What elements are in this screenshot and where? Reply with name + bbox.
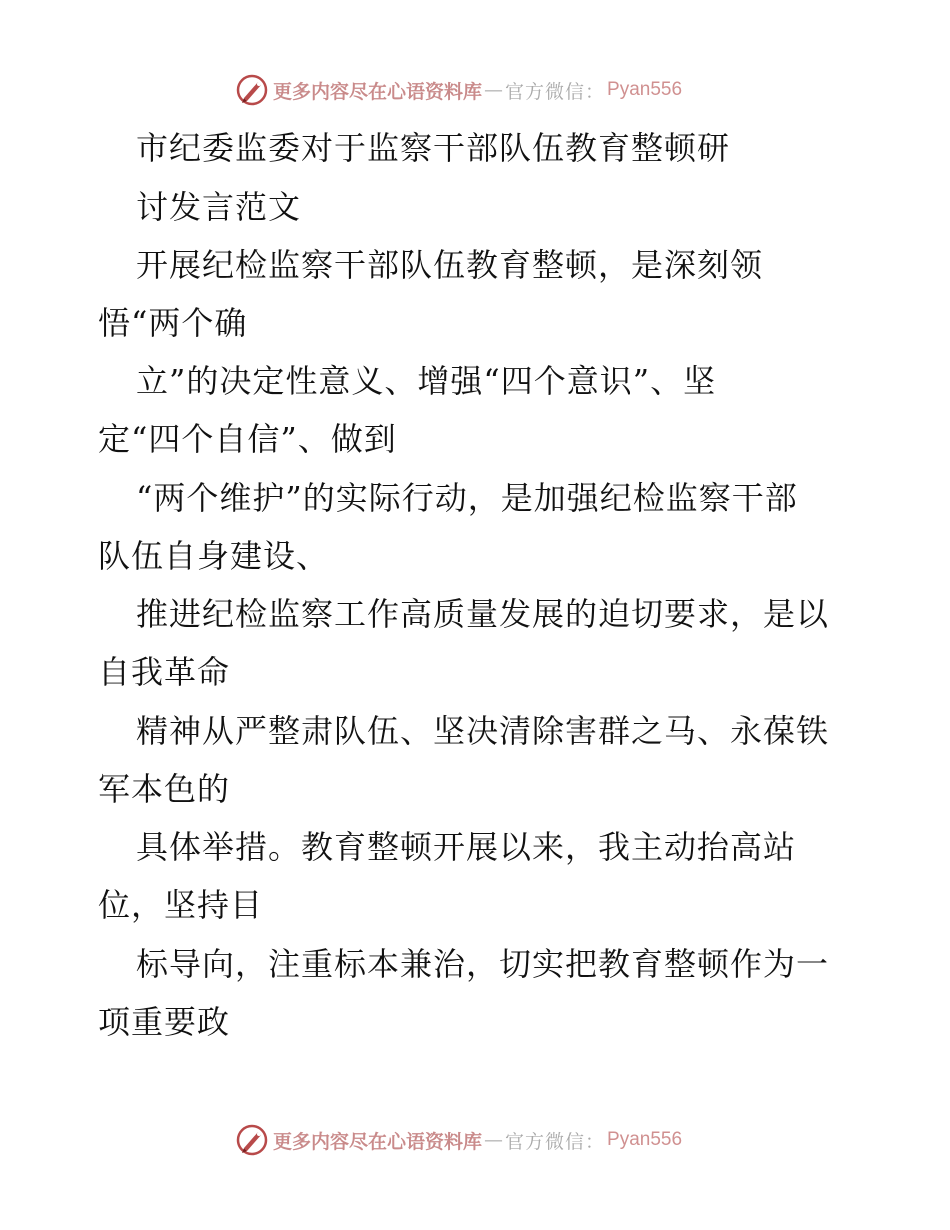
watermark-brand-text: 更多内容尽在心语资料库 xyxy=(273,1130,483,1153)
doc-text-line: 悟“两个确 xyxy=(98,304,248,342)
watermark-handle: Pyan556 xyxy=(607,1129,683,1150)
doc-text-line: 立”的决定性意义、增强“四个意识”、坚 xyxy=(136,362,717,400)
pen-logo-icon xyxy=(235,1123,269,1157)
watermark-handle: Pyan556 xyxy=(607,79,683,100)
doc-text-line: 开展纪检监察干部队伍教育整顿，是深刻领 xyxy=(136,246,764,284)
watermark-official-label: 官方微信： xyxy=(505,1130,606,1153)
pen-logo-icon xyxy=(235,73,269,107)
doc-text-line: 推进纪检监察工作高质量发展的迫切要求，是以 xyxy=(136,595,830,633)
doc-text-line: 军本色的 xyxy=(98,770,231,808)
doc-text-line: 标导向，注重标本兼治，切实把教育整顿作为一 xyxy=(136,945,830,983)
doc-title-line-2: 讨发言范文 xyxy=(136,188,302,226)
doc-text-line: “两个维护”的实际行动，是加强纪检监察干部 xyxy=(136,479,798,517)
doc-title-line-1: 市纪委监委对于监察干部队伍教育整顿研 xyxy=(136,129,731,167)
watermark-official-label: 官方微信： xyxy=(505,80,606,103)
watermark-brand-text: 更多内容尽在心语资料库 xyxy=(273,80,483,103)
doc-text-line: 定“四个自信”、做到 xyxy=(98,420,397,458)
doc-text-line: 自我革命 xyxy=(98,653,231,691)
doc-text-line: 队伍自身建设、 xyxy=(98,537,330,575)
doc-text-line: 精神从严整肃队伍、坚决清除害群之马、永葆铁 xyxy=(136,712,830,750)
header-watermark xyxy=(235,72,682,108)
doc-text-line: 项重要政 xyxy=(98,1003,231,1041)
doc-text-line: 具体举措。教育整顿开展以来，我主动抬高站 xyxy=(136,828,797,866)
doc-text-line: 位，坚持目 xyxy=(98,886,264,924)
watermark-dash: — xyxy=(484,79,504,101)
watermark-dash: — xyxy=(484,1129,504,1151)
footer-watermark xyxy=(235,1122,682,1158)
